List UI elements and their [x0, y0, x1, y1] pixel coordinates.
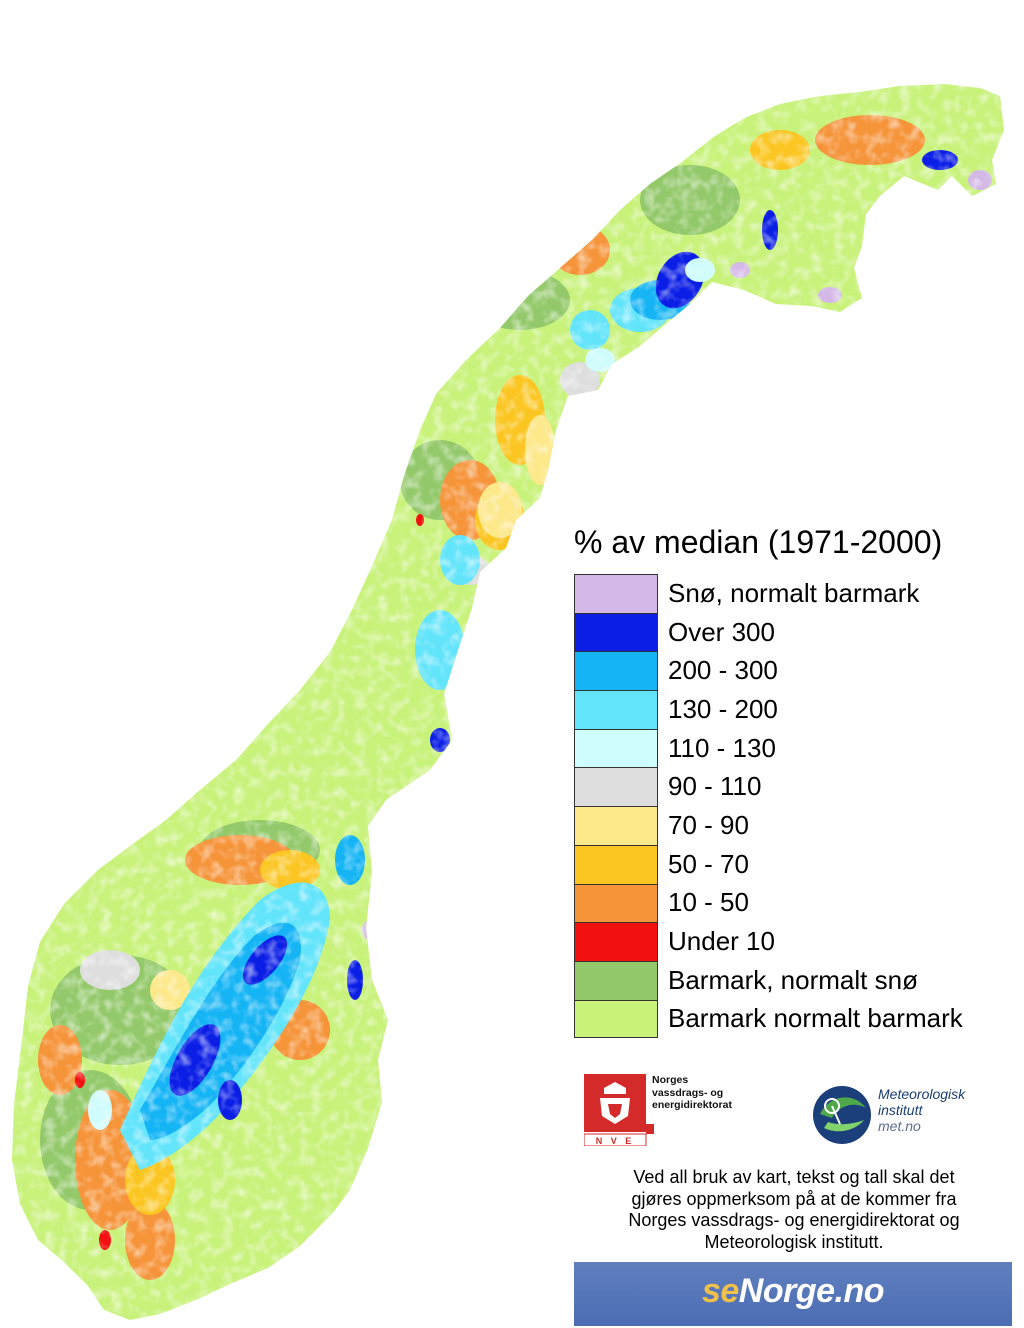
- legend-label: 90 - 110: [668, 771, 762, 802]
- nve-name-line3: energidirektorat: [652, 1099, 732, 1111]
- legend-item: [574, 613, 1014, 652]
- legend-swatch: [574, 651, 658, 690]
- legend-item: [574, 961, 1014, 1000]
- nve-logo: [584, 1074, 654, 1146]
- legend-item: [574, 806, 1014, 845]
- legend: [574, 522, 1014, 1038]
- legend-label: 130 - 200: [668, 693, 778, 724]
- senorge-logo-text: [574, 1272, 1012, 1311]
- legend-swatch: [574, 613, 658, 652]
- legend-swatch: [574, 767, 658, 806]
- nve-name-line1: Norges: [652, 1074, 689, 1086]
- legend-item: [574, 884, 1014, 923]
- senorge-prefix: se: [701, 1272, 739, 1310]
- met-name-line1: Meteorologisk: [878, 1086, 966, 1102]
- legend-item: [574, 729, 1014, 768]
- met-logo: [810, 1084, 874, 1146]
- legend-item: [574, 922, 1014, 961]
- legend-label: 50 - 70: [668, 848, 749, 879]
- legend-label: 10 - 50: [668, 887, 749, 918]
- legend-swatch: [574, 922, 658, 961]
- nve-name-line2: vassdrags- og: [652, 1086, 724, 1099]
- senorge-banner[interactable]: [574, 1262, 1012, 1326]
- legend-label: 200 - 300: [668, 655, 778, 686]
- met-name: [878, 1086, 998, 1134]
- legend-swatch: [574, 884, 658, 923]
- legend-item: [574, 651, 1014, 690]
- nve-mark-text: N V E: [595, 1136, 635, 1146]
- legend-swatch: [574, 1000, 658, 1039]
- legend-label: Over 300: [668, 616, 775, 647]
- disclaimer: [574, 1167, 1014, 1253]
- legend-item: [574, 845, 1014, 884]
- legend-swatch: [574, 806, 658, 845]
- disclaimer-line1: Ved all bruk av kart, tekst og tall skal det: [633, 1167, 955, 1187]
- legend-swatch: [574, 961, 658, 1000]
- legend-item: [574, 690, 1014, 729]
- legend-label: 110 - 130: [668, 732, 776, 763]
- senorge-name: Norge: [738, 1272, 835, 1310]
- legend-swatch: [574, 690, 658, 729]
- legend-label: Snø, normalt barmark: [668, 577, 920, 608]
- legend-item: [574, 1000, 1014, 1039]
- legend-item: [574, 767, 1014, 806]
- logos: [574, 1066, 1014, 1156]
- disclaimer-line3: Norges vassdrags- og energidirektorat og: [628, 1210, 960, 1230]
- senorge-suffix: .no: [834, 1272, 885, 1310]
- legend-item: [574, 574, 1014, 613]
- legend-label: Barmark normalt barmark: [668, 1003, 963, 1034]
- disclaimer-line4: Meteorologisk institutt.: [704, 1231, 884, 1252]
- legend-label: Barmark, normalt snø: [668, 964, 918, 995]
- nve-name: [652, 1074, 752, 1112]
- legend-title: % av median (1971-2000): [574, 524, 943, 560]
- legend-label: Under 10: [668, 926, 775, 957]
- legend-label: 70 - 90: [668, 809, 749, 840]
- disclaimer-line2: gjøres oppmerksom på at de kommer fra: [631, 1188, 957, 1209]
- legend-items: [574, 574, 1014, 1038]
- met-name-line2: institutt: [878, 1102, 923, 1118]
- met-url: met.no: [878, 1118, 921, 1134]
- legend-swatch: [574, 729, 658, 768]
- legend-swatch: [574, 574, 658, 613]
- legend-swatch: [574, 845, 658, 884]
